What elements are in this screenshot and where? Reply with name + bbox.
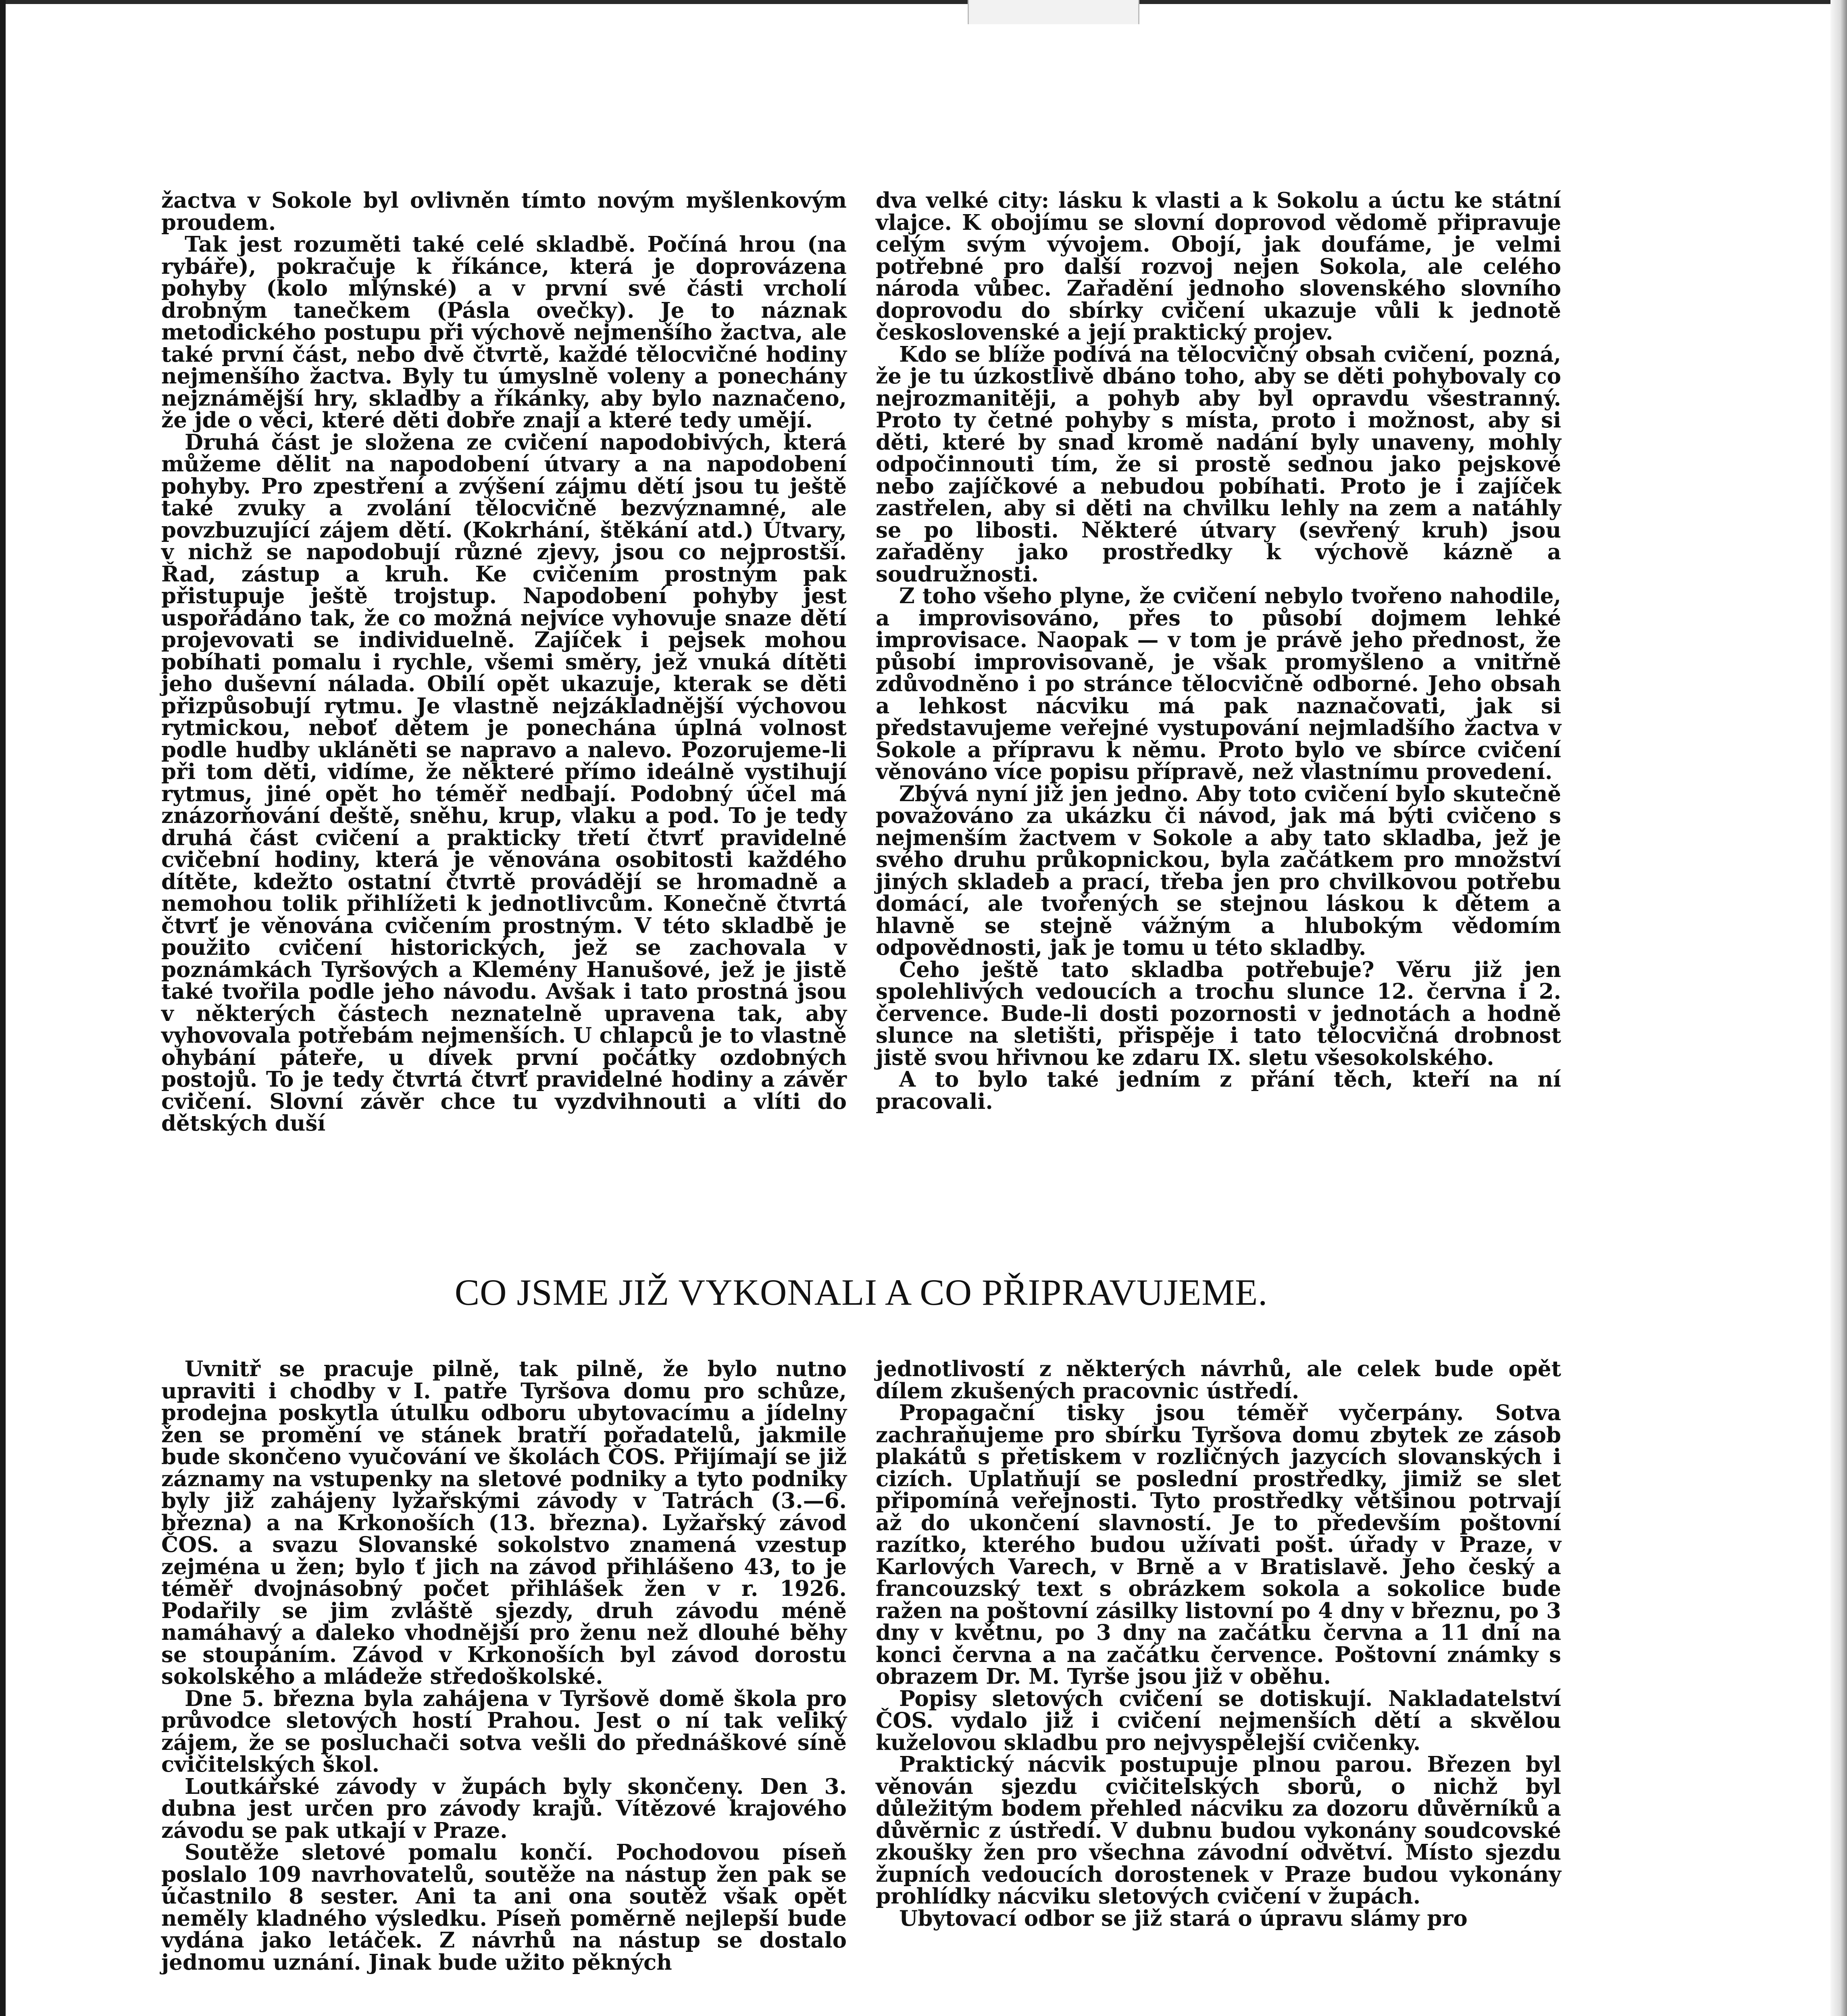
paragraph: Druhá část je složena ze cvičení napodobivých, která můžeme dělit na napodobení útvary a na napodobení pohyby. Pro zpestření a zvýšení zájmu dětí jsou tu ještě také zvuky a zvolání tělocvičně bezvýznamné, ale povzbuzující zájem dětí. (Kokrhání, štěkání atd.) Útvary, v nichž se napodobují různé zjevy, jsou co nejprostší. Řad, zástup a kruh. Ke cvičením prostným pak přistupuje ještě trojstup. Napodobení pohyby jest uspořádáno tak, že co možná nejvíce vyhovuje snaze dětí projevovati se individuelně. Zajíček i pejsek mohou pobíhati pomalu i rychle, všemi směry, jež vnuká dítěti jeho duševní nálada. Obilí opět ukazuje, kterak se děti přizpůsobují rytmu. Je vlastně nejzákladnější výchovou rytmickou, neboť dětem je ponechána úplná volnost podle hudby ukláněti se napravo a nalevo. Pozorujeme-li při tom děti, vidíme, že některé přímo ideálně vystihují rytmus, jiné opět ho téměř nedbají. Podobný účel má znázorňování deště, sněhu, krup, vlaku a pod. To je tedy druhá část cvičení a prakticky třetí čtvrť pravidelné cvičební hodiny, která je věnována osobitosti každého dítěte, kdežto ostatní čtvrtě provádějí se hromadně a nemohou tolik přihlížeti k jednotlivcům. Konečně čtvrtá čtvrť je věnována cvičením prostným. V této skladbě je použito cvičení historických, jež se zachovala v poznámkách Tyršových a Klemény Hanušové, jež je jistě také tvořila podle jeho návodu. Avšak i tato prostná jsou v některých částech neznatelně upravena tak, aby vyhovovala potřebám nejmenších. U chlapců je to vlastně ohybání páteře, u dívek první počátky ozdobných postojů. To je tedy čtvrtá čtvrť pravidelné hodiny a závěr cvičení. Slovní závěr chce tu vyzdvihnouti a vlíti do dětských duší xyxy=(161,429,847,1136)
article-column-top-right xyxy=(876,190,1561,1112)
paragraph: Čeho ještě tato skladba potřebuje? Věru již jen spolehlivých vedoucích a trochu slunce 12. června i 2. července. Bude-li dosti pozornosti v jednotách a hodně slunce na sletišti, přispěje i tato tělocvičná drobnost jistě svou hřivnou ke zdaru IX. sletu všesokolského. xyxy=(876,957,1561,1070)
paragraph: Loutkářské závody v župách byly skončeny. Den 3. dubna jest určen pro závody krajů. Vítězové krajového závodu se pak utkají v Praze. xyxy=(161,1774,847,1843)
paragraph: Zbývá nyní již jen jedno. Aby toto cvičení bylo skutečně považováno za ukázku či návod, jak má býti cvičeno s nejmenším žactvem v Sokole a aby tato skladba, jež je svého druhu průkopnickou, byla začátkem pro množství jiných skladeb a prací, třeba jen pro chvilkovou potřebu domácí, ale tvořených se stejnou láskou k dětem a hlavně se stejně vážným a hlubokým vědomím odpovědnosti, jak je tomu u této skladby. xyxy=(876,781,1561,960)
paragraph: Popisy sletových cvičení se dotiskují. Nakladatelství ČOS. vydalo již i cvičení nejmenších dětí a skvělou kuželovou skladbu pro nejvyspělejší cvičenky. xyxy=(876,1686,1561,1755)
paragraph: Soutěže sletové pomalu končí. Pochodovou píseň poslalo 109 navrhovatelů, soutěže na nástup žen pak se účastnilo 8 sester. Ani ta ani ona soutěž však opět neměly kladného výsledku. Píseň poměrně nejlepší bude vydána jako letáček. Z návrhů na nástup se dostalo jednomu uznání. Jinak bude užito pěkných xyxy=(161,1840,847,1975)
article-column-bottom-left xyxy=(161,1358,847,1973)
paragraph: Tak jest rozuměti také celé skladbě. Počíná hrou (na rybáře), pokračuje k říkánce, která je doprovázena pohyby (kolo mlýnské) a v první své části vrcholí drobným tanečkem (Pásla ovečky). Je to náznak metodického postupu při výchově nejmenšího žactva, ale také první část, nebo dvě čtvrtě, každé tělocvičné hodiny nejmenšího žactva. Byly tu úmyslně voleny a ponechány nejznámější hry, skladby a říkánky, aby bylo naznačeno, že jde o věci, které děti dobře znají a které tedy umějí. xyxy=(161,232,847,433)
paragraph: A to bylo také jedním z přání těch, kteří na ní pracovali. xyxy=(876,1067,1561,1114)
article-column-bottom-right xyxy=(876,1358,1561,1929)
scan-border-right xyxy=(1830,0,1847,2016)
paragraph: Dne 5. března byla zahájena v Tyršově domě škola pro průvodce sletových hostí Prahou. Jest o ní tak veliký zájem, že se posluchači sotva vešli do přednáškové síně cvičitelských škol. xyxy=(161,1686,847,1777)
paragraph: Ubytovací odbor se již stará o úpravu slámy pro xyxy=(899,1906,1468,1931)
paragraph: dva velké city: lásku k vlasti a k Sokolu a úctu ke státní vlajce. K obojímu se slovní doprovod vědomě připravuje celým svým vývojem. Obojí, jak doufáme, je velmi potřebné pro další rozvoj nejen Sokola, ale celého národa vůbec. Zařadění jednoho slovenského slovního doprovodu do sbírky cvičení ukazuje vůli k jednotě československé a její praktický projev. xyxy=(876,188,1561,345)
section-headline: CO JSME JIŽ VYKONALI A CO PŘIPRAVUJEME. xyxy=(454,1272,1268,1313)
paragraph: Propagační tisky jsou téměř vyčerpány. Sotva zachraňujeme pro sbírku Tyršova domu zbytek ze zásob plakátů s přetiskem v rozličných jazycích slovanských i cizích. Uplatňují se poslední prostředky, jimiž se slet připomíná veřejnosti. Tyto prostředky většinou potrvají až do ukončení slavností. Je to především poštovní razítko, kterého budou užívati pošt. úřady v Praze, v Karlových Varech, v Brně a v Bratislavě. Jeho český a francouzský text s obrázkem sokola a sokolice bude ražen na poštovní zásilky listovní po 4 dny v březnu, po 3 dny v květnu, po 3 dny na začátku června a 11 dní na konci června a na začátku července. Poštovní známky s obrazem Dr. M. Tyrše jsou již v oběhu. xyxy=(876,1400,1561,1689)
paragraph: Kdo se blíže podívá na tělocvičný obsah cvičení, pozná, že je tu úzkostlivě dbáno toho, aby se děti pohybovaly co nejrozmanitěji, a pohyb aby byl opravdu všestranný. Proto ty četné pohyby s místa, proto i možnost, aby si děti, které by snad kromě nadání byly unaveny, mohly odpočinnouti tím, že si prostě sednou jako pejskové nebo zajíčkové a nebudou pobíhati. Proto je i zajíček zastřelen, aby si děti na chvilku lehly na zem a natáhly se po libosti. Některé útvary (sevřený kruh) jsou zařaděny jako prostředky k výchově kázně a soudružnosti. xyxy=(876,342,1561,587)
paragraph: Uvnitř se pracuje pilně, tak pilně, že bylo nutno upraviti i chodby v I. patře Tyršova domu pro schůze, prodejna poskytla útulku odboru ubytovacímu a jídelny žen se promění ve stánek bratří pořadatelů, jakmile bude skončeno vyučování ve školách ČOS. Přijímají se již záznamy na vstupenky na sletové podniky a tyto podniky byly již zahájeny lyžařskými závody v Tatrách (3.—6. března) a na Krkonoších (13. března). Lyžařský závod ČOS. a svazu Slovanské sokolstvo znamená vzestup zejména u žen; bylo ť jich na závod přihlášeno 43, to je téměř dvojnásobný počet přihlášek žen v r. 1926. Podařily se jim zvláště sjezdy, druh závodu méně namáhavý a daleko vhodnější pro ženu než dlouhé běhy se stoupáním. Závod v Krkonoších byl závod dorostu sokolského a mládeže středoškolské. xyxy=(161,1356,847,1689)
paragraph: žactva v Sokole byl ovlivněn tímto novým myšlenkovým proudem. xyxy=(161,188,847,235)
scan-border-top xyxy=(0,0,1847,4)
paragraph: Praktický nácvik postupuje plnou parou. Březen byl věnován sjezdu cvičitelských sborů, o nichž byl důležitým bodem přehled nácviku za dozoru důvěrníků a důvěrnic z ústředí. V dubnu budou vykonány soudcovské zkoušky žen pro všechna závodní odvětví. Místo sjezdu župních vedoucích dorostenek v Praze budou vykonány prohlídky nácviku sletových cvičení v župách. xyxy=(876,1752,1561,1909)
article-column-top-left xyxy=(161,190,847,1135)
scan-artifact xyxy=(968,0,1139,24)
paragraph: jednotlivostí z některých návrhů, ale celek bude opět dílem zkušených pracovnic ústředí. xyxy=(876,1356,1561,1404)
paragraph: Z toho všeho plyne, že cvičení nebylo tvořeno nahodile, a improvisováno, přes to působí dojmem lehké improvisace. Naopak — v tom je právě jeho přednost, že působí improvisovaně, je však promyšleno a vnitřně zdůvodněno i po stránce tělocvičně odborné. Jeho obsah a lehkost nácviku má pak naznačovati, jak si představujeme veřejné vystupování nejmladšího žactva v Sokole a přípravu k němu. Proto bylo ve sbírce cvičení věnováno více popisu přípravě, než vlastnímu provedení. xyxy=(876,583,1561,784)
scan-border-left xyxy=(0,0,6,2016)
